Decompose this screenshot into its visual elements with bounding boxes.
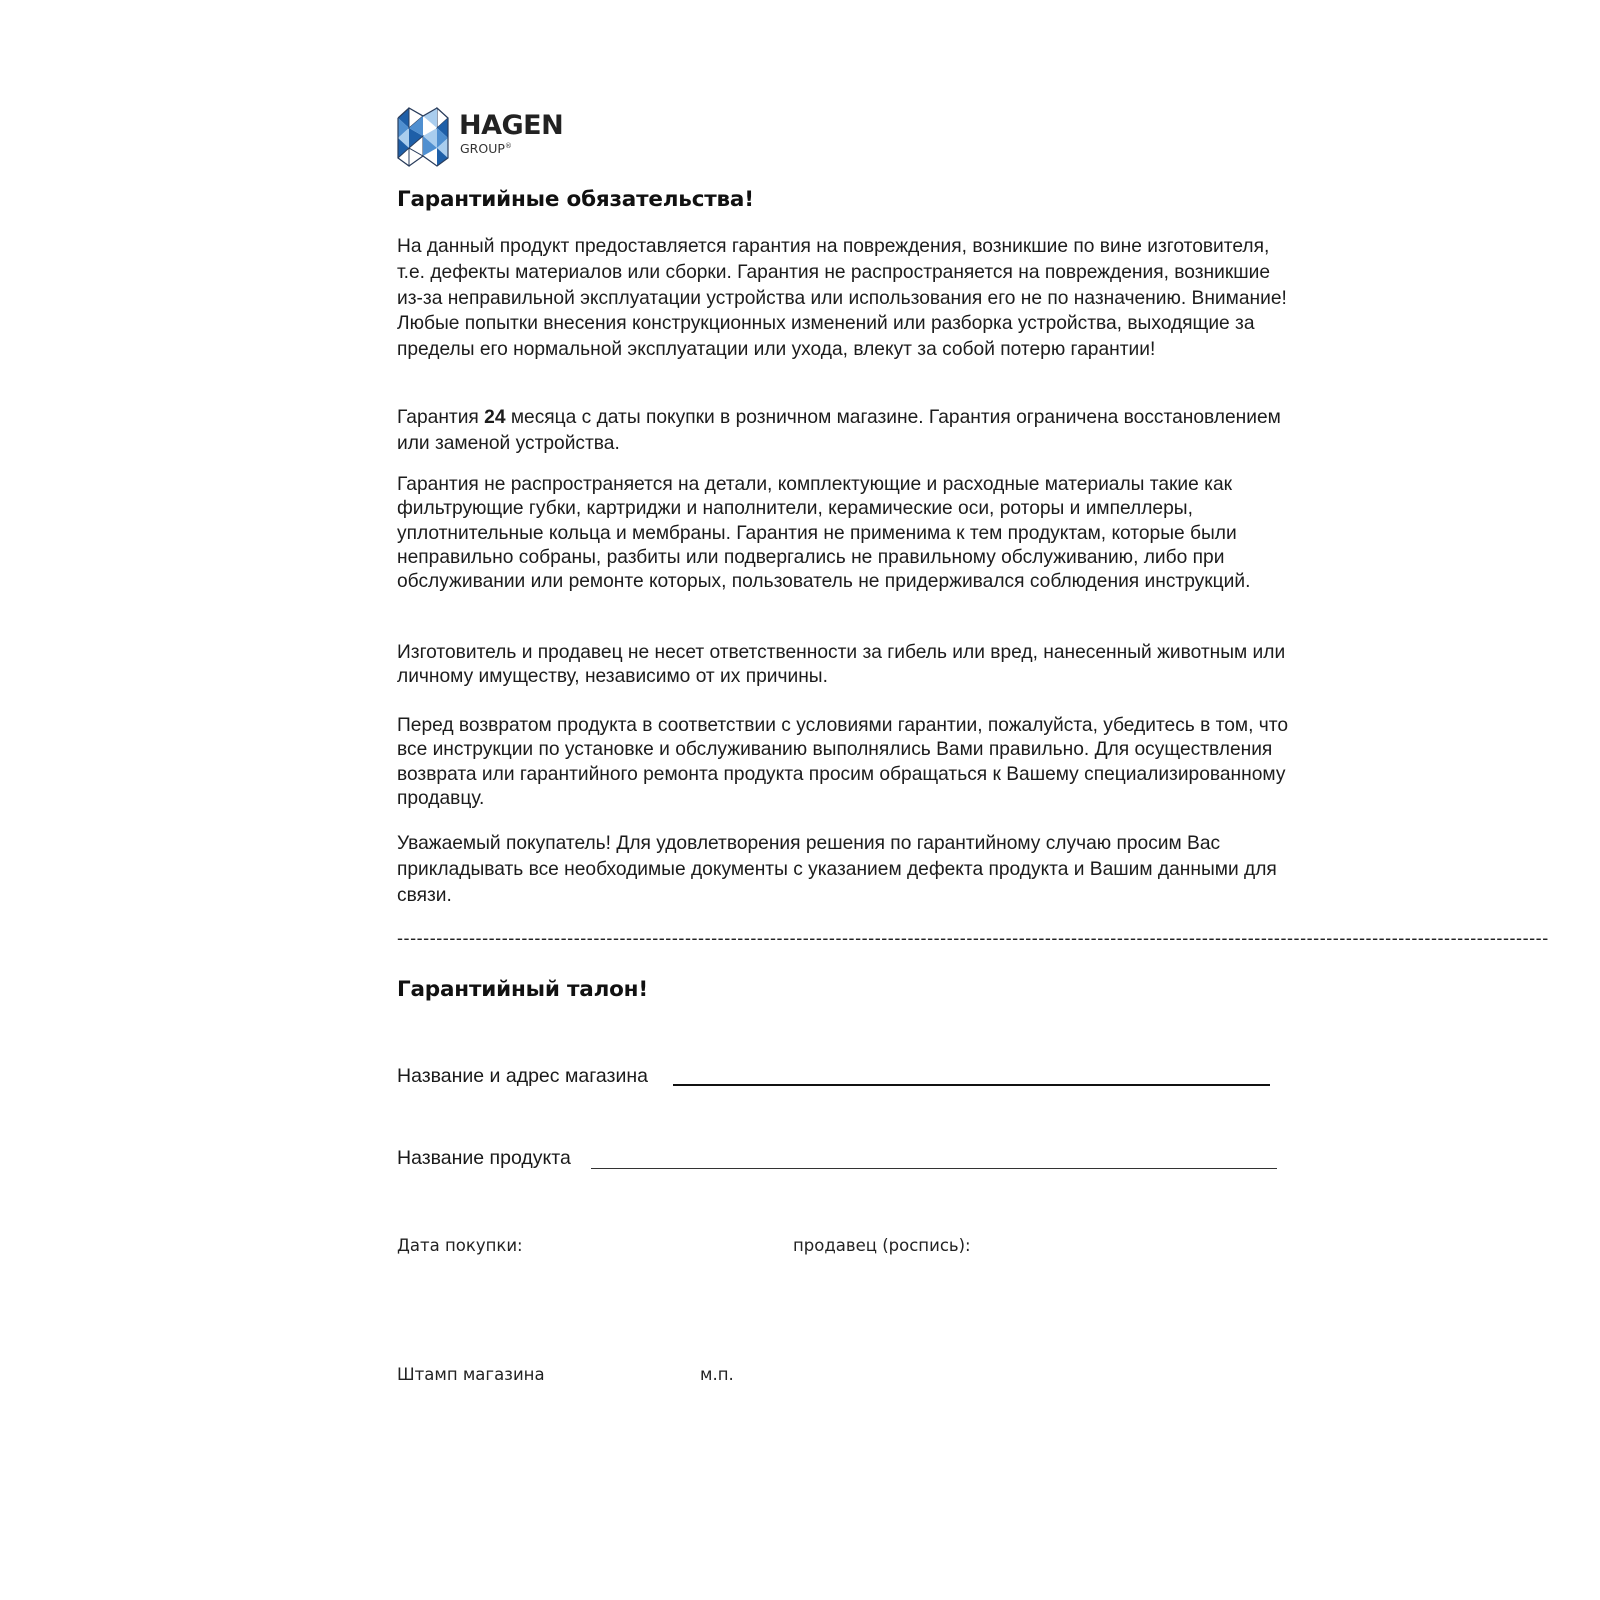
store-name-label: Название и адрес магазина (397, 1065, 648, 1087)
warranty-title: Гарантийные обязательства! (397, 187, 754, 212)
coupon-title: Гарантийный талон! (397, 977, 648, 1002)
para2-suffix: месяца с даты покупки в розничном магазине. Гарантия ограничена восстановлением или заменой устройства. (397, 407, 1281, 454)
product-name-line[interactable] (591, 1168, 1277, 1169)
logo-sub-text: GROUP (460, 141, 505, 157)
hagen-logo-icon (397, 106, 449, 168)
warranty-paragraph-4: Изготовитель и продавец не несет ответственности за гибель или вред, нанесенный животным или личному имуществу, независимо от их причины. (397, 642, 1286, 688)
logo-reg-mark: ® (504, 142, 512, 150)
warranty-paragraph-1: На данный продукт предоставляется гарантия на повреждения, возникшие по вине изготовителя, т.е. дефекты материалов или сборки. Гарантия не распространяется на повреждения, возникшие из-за неправильной эксплуатации устройства или использования его не по назначению. Внимание! Любые попытки внесения конструкционных изменений или разборка устройства, выходящие за пределы его нормальной эксплуатации или ухода, влекут за собой потерю гарантии! (397, 236, 1287, 361)
purchase-date-label: Дата покупки: (397, 1236, 523, 1255)
cut-line-separator: -------------------------------------------------------------------------------------------------------------------------------------------------------------------------------- (397, 928, 1549, 948)
logo-wordmark: HAGEN (459, 110, 564, 141)
logo-subtitle (460, 143, 512, 156)
warranty-paragraph-6: Уважаемый покупатель! Для удовлетворения решения по гарантийному случаю просим Вас прикладывать все необходимые документы с указанием дефекта продукта и Вашим данными для связи. (397, 833, 1277, 906)
store-name-line[interactable] (673, 1084, 1270, 1086)
stamp-place-label: м.п. (700, 1365, 734, 1384)
store-stamp-label: Штамп магазина (397, 1365, 545, 1384)
para2-prefix: Гарантия (397, 407, 485, 428)
warranty-paragraph-5: Перед возвратом продукта в соответствии с условиями гарантии, пожалуйста, убедитесь в том, что все инструкции по установке и обслуживанию выполнялись Вами правильно. Для осуществления возврата или гарантийного ремонта продукта просим обращаться к Вашему специализированному продавцу. (397, 715, 1288, 809)
seller-signature-label: продавец (роспись): (793, 1236, 971, 1255)
warranty-months: 24 (484, 407, 506, 428)
product-name-label: Название продукта (397, 1147, 571, 1169)
warranty-paragraph-3: Гарантия не распространяется на детали, комплектующие и расходные материалы такие как фильтрующие губки, картриджи и наполнители, керамические оси, роторы и импеллеры, уплотнительные кольца и мембраны. Гарантия не применима к тем продуктам, которые были неправильно собраны, разбиты или подвергались не правильному обслуживанию, либо при обслуживании или ремонте которых, пользователь не придерживался соблюдения инструкций. (397, 474, 1251, 593)
warranty-paragraph-2 (397, 405, 1297, 457)
hagen-logo (397, 106, 567, 168)
